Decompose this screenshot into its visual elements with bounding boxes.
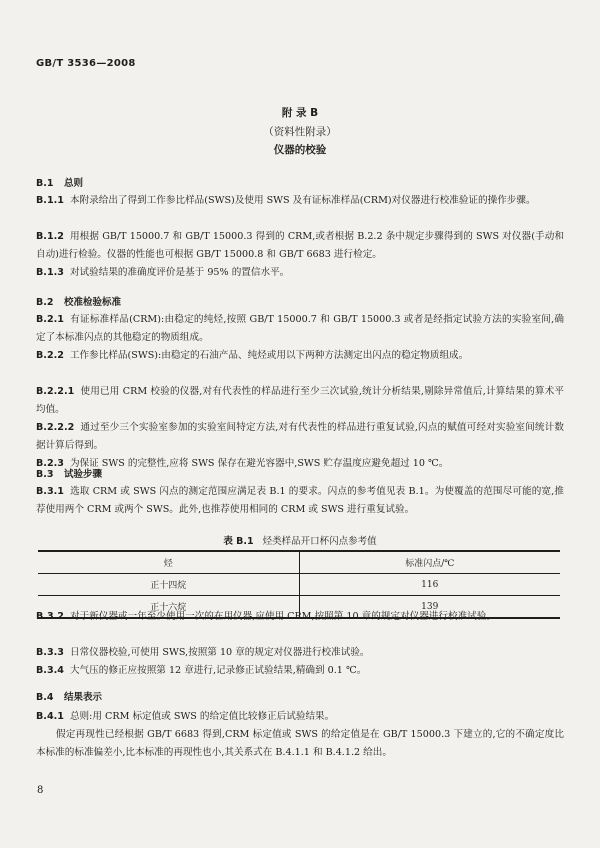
table-cell: 正十四烷 [38, 574, 299, 596]
section-number: B.4 [36, 692, 54, 703]
clause-number: B.2.1 [36, 314, 64, 325]
clause-number: B.2.2.1 [36, 386, 75, 397]
paragraph [36, 662, 564, 680]
paragraph [36, 708, 564, 726]
clause-text: 假定再现性已经根据 GB/T 6683 得到,CRM 标定值或 SWS 的给定值是在 GB/T 15000.3 下建立的,它的不确定度比本标准的标准偏差小,比本标准的再现性也小,其关系式在 B.4.1.1 和 B.4.1.2 给出。 [36, 729, 564, 758]
table-number: 表 B.1 [223, 536, 254, 547]
clause-number: B.3.1 [36, 486, 64, 497]
paragraph [36, 644, 564, 662]
section-title: 总则 [64, 178, 84, 189]
clause-text: 选取 CRM 或 SWS 闪点的测定范围应满足表 B.1 的要求。闪点的参考值见表 B.1。为使覆盖的范围尽可能的宽,推荐使用两个 CRM 或两个 SWS。此外,也推荐使用相同的 CRM 或 SWS 进行重复试验。 [36, 486, 564, 515]
paragraph [36, 311, 564, 347]
paragraph [36, 264, 564, 282]
clause-number: B.2.2 [36, 350, 64, 361]
section-heading [36, 466, 102, 480]
clause-text: 本附录给出了得到工作参比样品(SWS)及使用 SWS 及有证标准样品(CRM)对仪器进行校准验证的操作步骤。 [69, 195, 536, 206]
clause-text: 使用已用 CRM 校验的仪器,对有代表性的样品进行至少三次试验,统计分析结果,剔除异常值后,计算结果的算术平均值。 [36, 386, 564, 415]
clause-number: B.1.2 [36, 231, 64, 242]
table-cell: 正十六烷 [38, 596, 299, 619]
clause-text: 大气压的修正应按照第 12 章进行,记录修正试验结果,精确到 0.1 ℃。 [69, 665, 367, 676]
annex-title: 附 录 B [281, 107, 319, 119]
clause-number: B.2.2.2 [36, 422, 75, 433]
clause-text: 日常仪器校验,可使用 SWS,按照第 10 章的规定对仪器进行校准试验。 [69, 647, 370, 658]
clause-number: B.1.1 [36, 195, 64, 206]
clause-number: B.4.1 [36, 711, 64, 722]
section-title: 校准检验标准 [64, 297, 122, 308]
clause-number: B.3.3 [36, 647, 64, 658]
clause-text: 工作参比样品(SWS):由稳定的石油产品、纯烃或用以下两种方法测定出闪点的稳定物质组成。 [69, 350, 469, 361]
section-number: B.2 [36, 297, 54, 308]
clause-text: 总则:用 CRM 标定值或 SWS 的给定值比较修正后试验结果。 [69, 711, 335, 722]
paragraph [36, 726, 564, 762]
clause-number: B.2.3 [36, 458, 64, 469]
section-heading [36, 294, 121, 308]
clause-number: B.3.4 [36, 665, 64, 676]
annex-type: （资料性附录） [263, 126, 337, 138]
table-title: 烃类样品开口杯闪点参考值 [262, 536, 377, 547]
column-header: 烃 [38, 551, 299, 574]
paragraph [36, 483, 564, 519]
paragraph [36, 228, 564, 264]
section-number: B.3 [36, 469, 54, 480]
paragraph [36, 419, 564, 455]
clause-number: B.1.3 [36, 267, 64, 278]
section-title: 结果表示 [64, 692, 103, 703]
page-number: 8 [37, 785, 44, 796]
standard-number: GB/T 3536—2008 [36, 58, 136, 69]
clause-number: B.3.2 [36, 611, 64, 622]
annex-name: 仪器的校验 [273, 144, 327, 156]
clause-text: 为保证 SWS 的完整性,应将 SWS 保存在避光容器中,SWS 贮存温度应避免超过 10 ℃。 [69, 458, 449, 469]
table-caption [0, 533, 600, 547]
paragraph [36, 455, 564, 473]
clause-text: 对于新仪器或一年至少使用一次的在用仪器,应使用 CRM,按照第 10 章的规定对仪器进行校准试验。 [69, 611, 496, 622]
clause-text: 有证标准样品(CRM):由稳定的纯烃,按照 GB/T 15000.7 和 GB/T 15000.3 或者是经指定试验方法的实验室间,确定了本标准闪点的其他稳定的物质组成。 [36, 314, 564, 343]
section-heading [36, 175, 83, 189]
column-header: 标准闪点/℃ [299, 551, 560, 574]
paragraph [36, 383, 564, 419]
table-header-row [38, 551, 560, 574]
clause-text: 用根据 GB/T 15000.7 和 GB/T 15000.3 得到的 CRM,或者根据 B.2.2 条中规定步骤得到的 SWS 对仪器(手动和自动)进行检验。仪器的性能也可根据 GB/T 15000.8 和 GB/T 6683 进行检定。 [36, 231, 564, 260]
section-number: B.1 [36, 178, 54, 189]
table-cell: 139 [299, 596, 560, 619]
section-title: 试验步骤 [64, 469, 103, 480]
table-cell: 116 [299, 574, 560, 596]
table-row [38, 574, 560, 596]
section-heading [36, 689, 102, 703]
clause-text: 通过至少三个实验室参加的实验室间特定方法,对有代表性的样品进行重复试验,闪点的赋值可经对实验室间统计数据计算后得到。 [36, 422, 564, 451]
paragraph [36, 608, 564, 626]
paragraph [36, 347, 564, 365]
paragraph [36, 192, 564, 210]
clause-text: 对试验结果的准确度评价是基于 95% 的置信水平。 [69, 267, 290, 278]
